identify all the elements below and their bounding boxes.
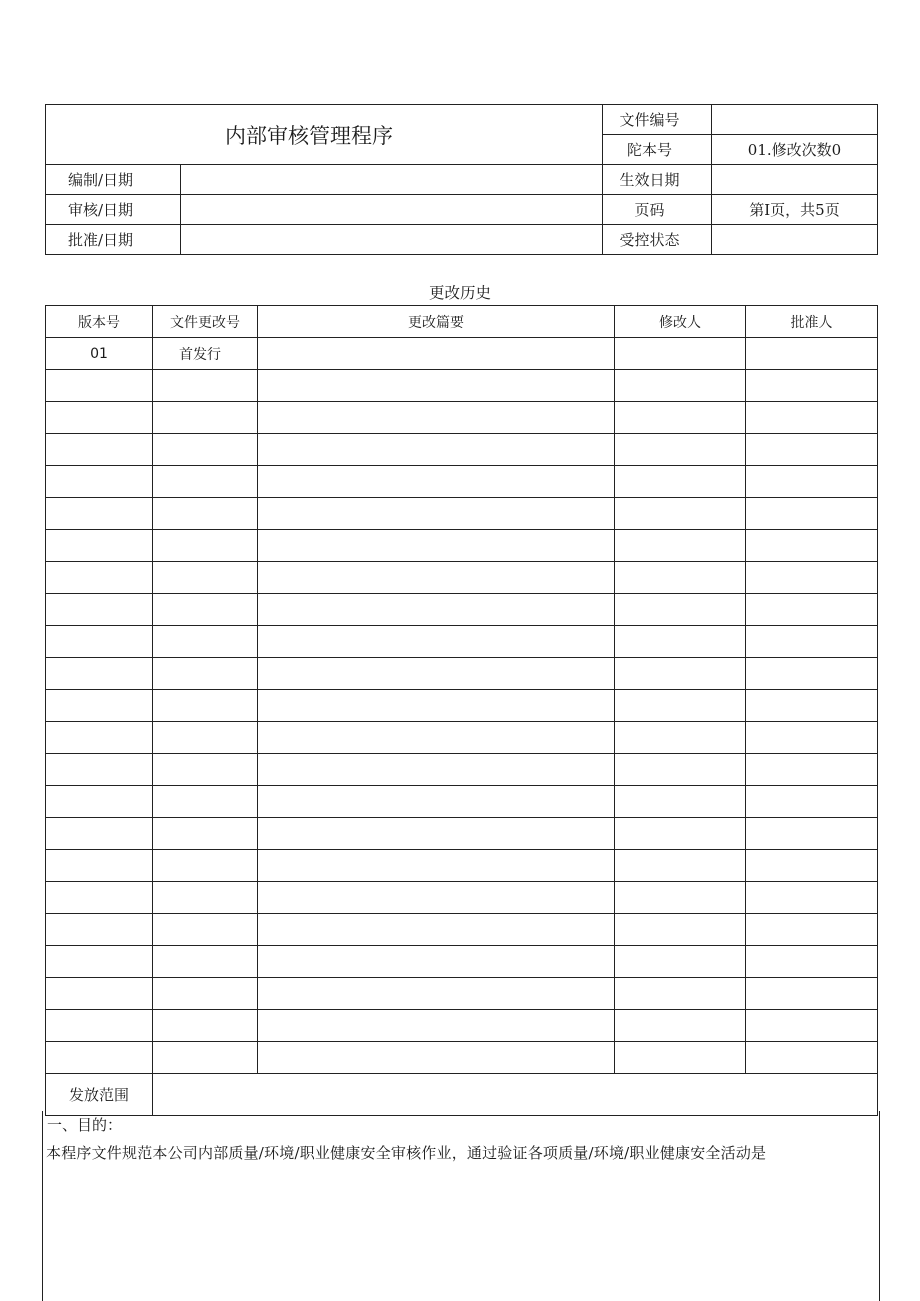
table-cell xyxy=(615,498,746,530)
table-row xyxy=(46,498,878,530)
table-cell xyxy=(153,690,258,722)
table-cell xyxy=(46,562,153,594)
table-cell xyxy=(615,594,746,626)
table-cell xyxy=(46,818,153,850)
column-header: 文件更改号 xyxy=(153,306,258,338)
table-row xyxy=(46,594,878,626)
table-cell xyxy=(46,1010,153,1042)
table-cell xyxy=(153,402,258,434)
table-cell xyxy=(615,722,746,754)
column-header: 批准人 xyxy=(746,306,878,338)
table-row xyxy=(46,402,878,434)
table-cell xyxy=(46,1042,153,1074)
table-cell xyxy=(615,434,746,466)
table-cell xyxy=(46,914,153,946)
table-cell xyxy=(615,882,746,914)
table-cell xyxy=(615,690,746,722)
table-cell xyxy=(746,1042,878,1074)
section-heading: 一、目的： xyxy=(47,1116,123,1134)
table-row xyxy=(46,754,878,786)
table-cell xyxy=(615,818,746,850)
table-cell xyxy=(615,978,746,1010)
table-cell xyxy=(615,402,746,434)
table-cell xyxy=(615,850,746,882)
table-cell xyxy=(46,498,153,530)
table-cell xyxy=(46,434,153,466)
file-no-label: 文件编号 xyxy=(603,105,712,135)
column-header: 版本号 xyxy=(46,306,153,338)
table-cell xyxy=(746,626,878,658)
table-cell xyxy=(258,338,615,370)
table-row xyxy=(46,626,878,658)
table-cell xyxy=(258,1042,615,1074)
table-cell xyxy=(615,786,746,818)
table-cell xyxy=(46,658,153,690)
distribution-row xyxy=(46,1074,878,1116)
table-cell xyxy=(153,754,258,786)
table-cell xyxy=(258,978,615,1010)
table-row xyxy=(46,722,878,754)
page-label: 页码 xyxy=(603,195,712,225)
distribution-label: 发放范围 xyxy=(46,1074,153,1116)
table-cell xyxy=(258,658,615,690)
table-cell xyxy=(46,466,153,498)
version-value: 01.修改次数0 xyxy=(712,135,878,165)
table-cell xyxy=(746,850,878,882)
table-cell xyxy=(153,946,258,978)
table-cell: 首发行 xyxy=(153,338,258,370)
table-cell xyxy=(46,626,153,658)
prepared-label: 编制/日期 xyxy=(46,165,181,195)
table-cell xyxy=(746,434,878,466)
table-row xyxy=(46,690,878,722)
table-cell xyxy=(46,722,153,754)
approved-value xyxy=(181,225,603,255)
table-cell xyxy=(153,914,258,946)
table-cell xyxy=(258,530,615,562)
table-row xyxy=(46,434,878,466)
table-cell xyxy=(46,402,153,434)
table-cell xyxy=(615,626,746,658)
table-cell xyxy=(46,530,153,562)
table-cell xyxy=(153,1010,258,1042)
table-row xyxy=(46,370,878,402)
table-cell xyxy=(746,754,878,786)
table-cell xyxy=(46,946,153,978)
effective-label: 生效日期 xyxy=(603,165,712,195)
table-cell xyxy=(746,658,878,690)
table-cell xyxy=(258,626,615,658)
change-history-table xyxy=(45,305,878,1116)
table-cell xyxy=(46,978,153,1010)
table-cell xyxy=(615,338,746,370)
table-cell xyxy=(746,338,878,370)
table-cell xyxy=(615,914,746,946)
table-cell xyxy=(615,562,746,594)
table-cell xyxy=(153,434,258,466)
table-cell xyxy=(746,914,878,946)
column-header: 更改篇要 xyxy=(258,306,615,338)
table-cell xyxy=(153,978,258,1010)
table-row xyxy=(46,850,878,882)
control-status-label: 受控状态 xyxy=(603,225,712,255)
table-cell xyxy=(46,754,153,786)
document-header-table xyxy=(45,104,878,255)
table-cell xyxy=(615,658,746,690)
table-cell xyxy=(258,434,615,466)
table-row xyxy=(46,466,878,498)
table-cell xyxy=(615,466,746,498)
prepared-value xyxy=(181,165,603,195)
table-cell xyxy=(258,370,615,402)
table-row xyxy=(46,1010,878,1042)
table-row xyxy=(46,818,878,850)
table-cell xyxy=(258,946,615,978)
table-cell xyxy=(153,562,258,594)
table-cell xyxy=(258,754,615,786)
table-cell xyxy=(258,882,615,914)
table-cell xyxy=(746,562,878,594)
table-row xyxy=(46,530,878,562)
table-cell xyxy=(746,690,878,722)
table-cell xyxy=(46,850,153,882)
table-cell xyxy=(746,722,878,754)
table-cell xyxy=(746,402,878,434)
version-label: 陀本号 xyxy=(603,135,712,165)
table-row xyxy=(46,658,878,690)
table-cell xyxy=(746,786,878,818)
table-cell xyxy=(258,562,615,594)
table-cell xyxy=(615,754,746,786)
table-cell xyxy=(153,626,258,658)
table-cell xyxy=(746,498,878,530)
table-cell xyxy=(746,1010,878,1042)
history-header-row xyxy=(46,306,878,338)
table-cell xyxy=(615,946,746,978)
table-cell xyxy=(258,914,615,946)
table-row xyxy=(46,914,878,946)
table-cell xyxy=(615,1042,746,1074)
table-cell xyxy=(746,946,878,978)
page-value: 第I页，共5页 xyxy=(712,195,878,225)
table-cell xyxy=(153,786,258,818)
table-cell xyxy=(153,370,258,402)
file-no-value xyxy=(712,105,878,135)
distribution-value xyxy=(153,1074,878,1116)
table-cell xyxy=(153,850,258,882)
table-cell xyxy=(153,1042,258,1074)
table-row xyxy=(46,338,878,370)
table-cell xyxy=(258,818,615,850)
table-cell xyxy=(258,1010,615,1042)
table-cell xyxy=(746,370,878,402)
table-row xyxy=(46,978,878,1010)
table-cell xyxy=(46,370,153,402)
table-cell xyxy=(153,882,258,914)
table-cell xyxy=(746,466,878,498)
table-cell xyxy=(153,658,258,690)
table-cell xyxy=(153,818,258,850)
table-cell xyxy=(258,786,615,818)
table-cell xyxy=(746,530,878,562)
table-row xyxy=(46,946,878,978)
table-cell xyxy=(258,690,615,722)
change-history-title: 更改历史 xyxy=(428,284,491,302)
table-cell xyxy=(153,466,258,498)
approved-label: 批准/日期 xyxy=(46,225,181,255)
table-row xyxy=(46,882,878,914)
table-row xyxy=(46,1042,878,1074)
table-cell xyxy=(258,466,615,498)
column-header: 修改人 xyxy=(615,306,746,338)
reviewed-label: 审核/日期 xyxy=(46,195,181,225)
table-cell xyxy=(46,690,153,722)
reviewed-value xyxy=(181,195,603,225)
table-cell xyxy=(615,1010,746,1042)
content-section xyxy=(42,1111,880,1301)
table-cell xyxy=(46,786,153,818)
table-cell xyxy=(615,530,746,562)
table-cell xyxy=(258,594,615,626)
table-cell: 01 xyxy=(46,338,153,370)
table-row xyxy=(46,786,878,818)
table-cell xyxy=(746,882,878,914)
table-cell xyxy=(153,498,258,530)
section-text: 本程序文件规范本公司内部质量/环境/职业健康安全审核作业，通过验证各项质量/环境/职业健康安全活动是 xyxy=(46,1144,767,1162)
table-cell xyxy=(615,370,746,402)
control-status-value xyxy=(712,225,878,255)
table-cell xyxy=(258,402,615,434)
table-row xyxy=(46,562,878,594)
effective-value xyxy=(712,165,878,195)
table-cell xyxy=(746,818,878,850)
table-cell xyxy=(46,882,153,914)
table-cell xyxy=(746,978,878,1010)
table-cell xyxy=(746,594,878,626)
table-cell xyxy=(258,498,615,530)
table-cell xyxy=(153,594,258,626)
document-title: 内部审核管理程序 xyxy=(46,105,603,165)
table-cell xyxy=(153,530,258,562)
table-cell xyxy=(153,722,258,754)
table-cell xyxy=(258,722,615,754)
table-cell xyxy=(258,850,615,882)
table-cell xyxy=(46,594,153,626)
